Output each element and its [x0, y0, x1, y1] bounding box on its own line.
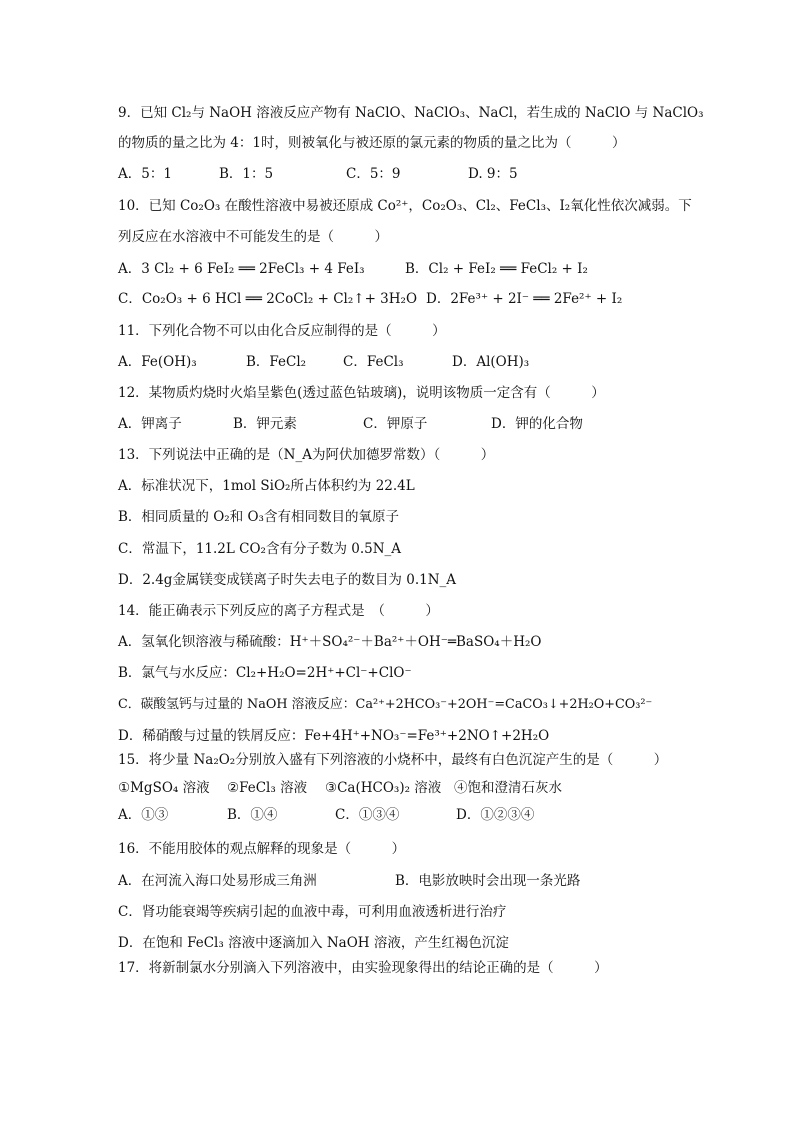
q13-option-a: A．标准状况下，1mol SiO₂所占体积约为 22.4L: [118, 478, 415, 494]
q13-option-c: C．常温下，11.2L CO₂含有分子数为 0.5N_A: [118, 541, 402, 557]
q15-item-4: ④饱和澄清石灰水: [454, 780, 562, 796]
q15-option-b: B．①④: [227, 807, 278, 823]
q11-option-a: A．Fe(OH)₃: [118, 354, 197, 370]
q9-option-a: A．5：1: [118, 166, 172, 182]
q17-stem: 17．将新制氯水分别滴入下列溶液中，由实验现象得出的结论正确的是（ ）: [118, 960, 608, 976]
q9-option-b: B．1：5: [219, 166, 274, 182]
q16-option-a: A．在河流入海口处易形成三角洲: [118, 873, 317, 889]
q9-stem-line2: 的物质的量之比为 4：1时，则被氧化与被还原的氯元素的物质的量之比为（ ）: [118, 135, 626, 151]
q11-option-d: D．Al(OH)₃: [452, 354, 530, 370]
q14-option-a: A．氢氧化钡溶液与稀硫酸：H⁺＋SO₄²⁻＋Ba²⁺＋OH⁻═BaSO₄＋H₂O: [118, 634, 542, 650]
q12-option-c: C．钾原子: [363, 416, 428, 432]
q14-option-b: B．氯气与水反应：Cl₂+H₂O=2H⁺+Cl⁻+ClO⁻: [118, 665, 412, 681]
q10-option-b: B．Cl₂ + FeI₂ ══ FeCl₂ + I₂: [405, 261, 588, 277]
q16-option-b: B．电影放映时会出现一条光路: [395, 873, 581, 889]
q12-option-a: A．钾离子: [118, 416, 182, 432]
q15-option-a: A．①③: [118, 807, 169, 823]
q12-option-d: D．钾的化合物: [491, 416, 583, 432]
q9-option-c: C．5：9: [346, 166, 401, 182]
q14-option-d: D．稀硝酸与过量的铁屑反应：Fe+4H⁺+NO₃⁻=Fe³⁺+2NO↑+2H₂O: [118, 728, 550, 744]
q16-option-d: D．在饱和 FeCl₃ 溶液中逐滴加入 NaOH 溶液，产生红褐色沉淀: [118, 935, 509, 951]
q10-option-c: C．Co₂O₃ + 6 HCl ══ 2CoCl₂ + Cl₂↑+ 3H₂O: [118, 291, 418, 307]
q10-option-a: A．3 Cl₂ + 6 FeI₂ ══ 2FeCl₃ + 4 FeI₃: [118, 261, 365, 277]
q13-stem: 13．下列说法中正确的是（N_A为阿伏加德罗常数）（ ）: [118, 447, 495, 463]
q13-option-b: B．相同质量的 O₂和 O₃含有相同数目的氧原子: [118, 509, 399, 525]
q9-stem-line1: 9．已知 Cl₂与 NaOH 溶液反应产物有 NaClO、NaClO₃、NaCl，若生成的 NaClO 与 NaClO₃: [118, 105, 704, 121]
q11-stem: 11．下列化合物不可以由化合反应制得的是（ ）: [118, 323, 446, 339]
q14-stem: 14．能正确表示下列反应的离子方程式是 （ ）: [118, 603, 439, 619]
q15-item-3: ③Ca(HCO₃)₂ 溶液: [325, 780, 442, 796]
q11-option-c: C．FeCl₃: [343, 354, 404, 370]
q10-option-d: D．2Fe³⁺ + 2I⁻ ══ 2Fe²⁺ + I₂: [426, 291, 623, 307]
q11-option-b: B．FeCl₂: [246, 354, 307, 370]
q16-option-c: C．肾功能衰竭等疾病引起的血液中毒，可利用血液透析进行治疗: [118, 904, 507, 920]
q15-option-d: D．①②③④: [456, 807, 535, 823]
q12-stem: 12．某物质灼烧时火焰呈紫色(透过蓝色钴玻璃)，说明该物质一定含有（ ）: [118, 385, 605, 401]
q15-item-2: ②FeCl₃ 溶液: [227, 780, 308, 796]
q15-option-c: C．①③④: [335, 807, 400, 823]
q16-stem: 16．不能用胶体的观点解释的现象是（ ）: [118, 841, 406, 857]
q15-stem: 15．将少量 Na₂O₂分别放入盛有下列溶液的小烧杯中，最终有白色沉淀产生的是（ ）: [118, 752, 668, 768]
q12-option-b: B．钾元素: [233, 416, 297, 432]
q13-option-d: D．2.4g金属镁变成镁离子时失去电子的数目为 0.1N_A: [118, 572, 457, 588]
q14-option-c: C．碳酸氢钙与过量的 NaOH 溶液反应：Ca²⁺+2HCO₃⁻+2OH⁻=CaCO₃↓+2H₂O+CO₃²⁻: [118, 697, 653, 712]
q10-stem-line2: 列反应在水溶液中不可能发生的是（ ）: [118, 229, 388, 245]
q9-option-d: D. 9：5: [468, 166, 518, 182]
q10-stem-line1: 10．已知 Co₂O₃ 在酸性溶液中易被还原成 Co²⁺，Co₂O₃、Cl₂、FeCl₃、I₂氧化性依次减弱。下: [118, 198, 692, 214]
q15-item-1: ①MgSO₄ 溶液: [118, 780, 210, 796]
